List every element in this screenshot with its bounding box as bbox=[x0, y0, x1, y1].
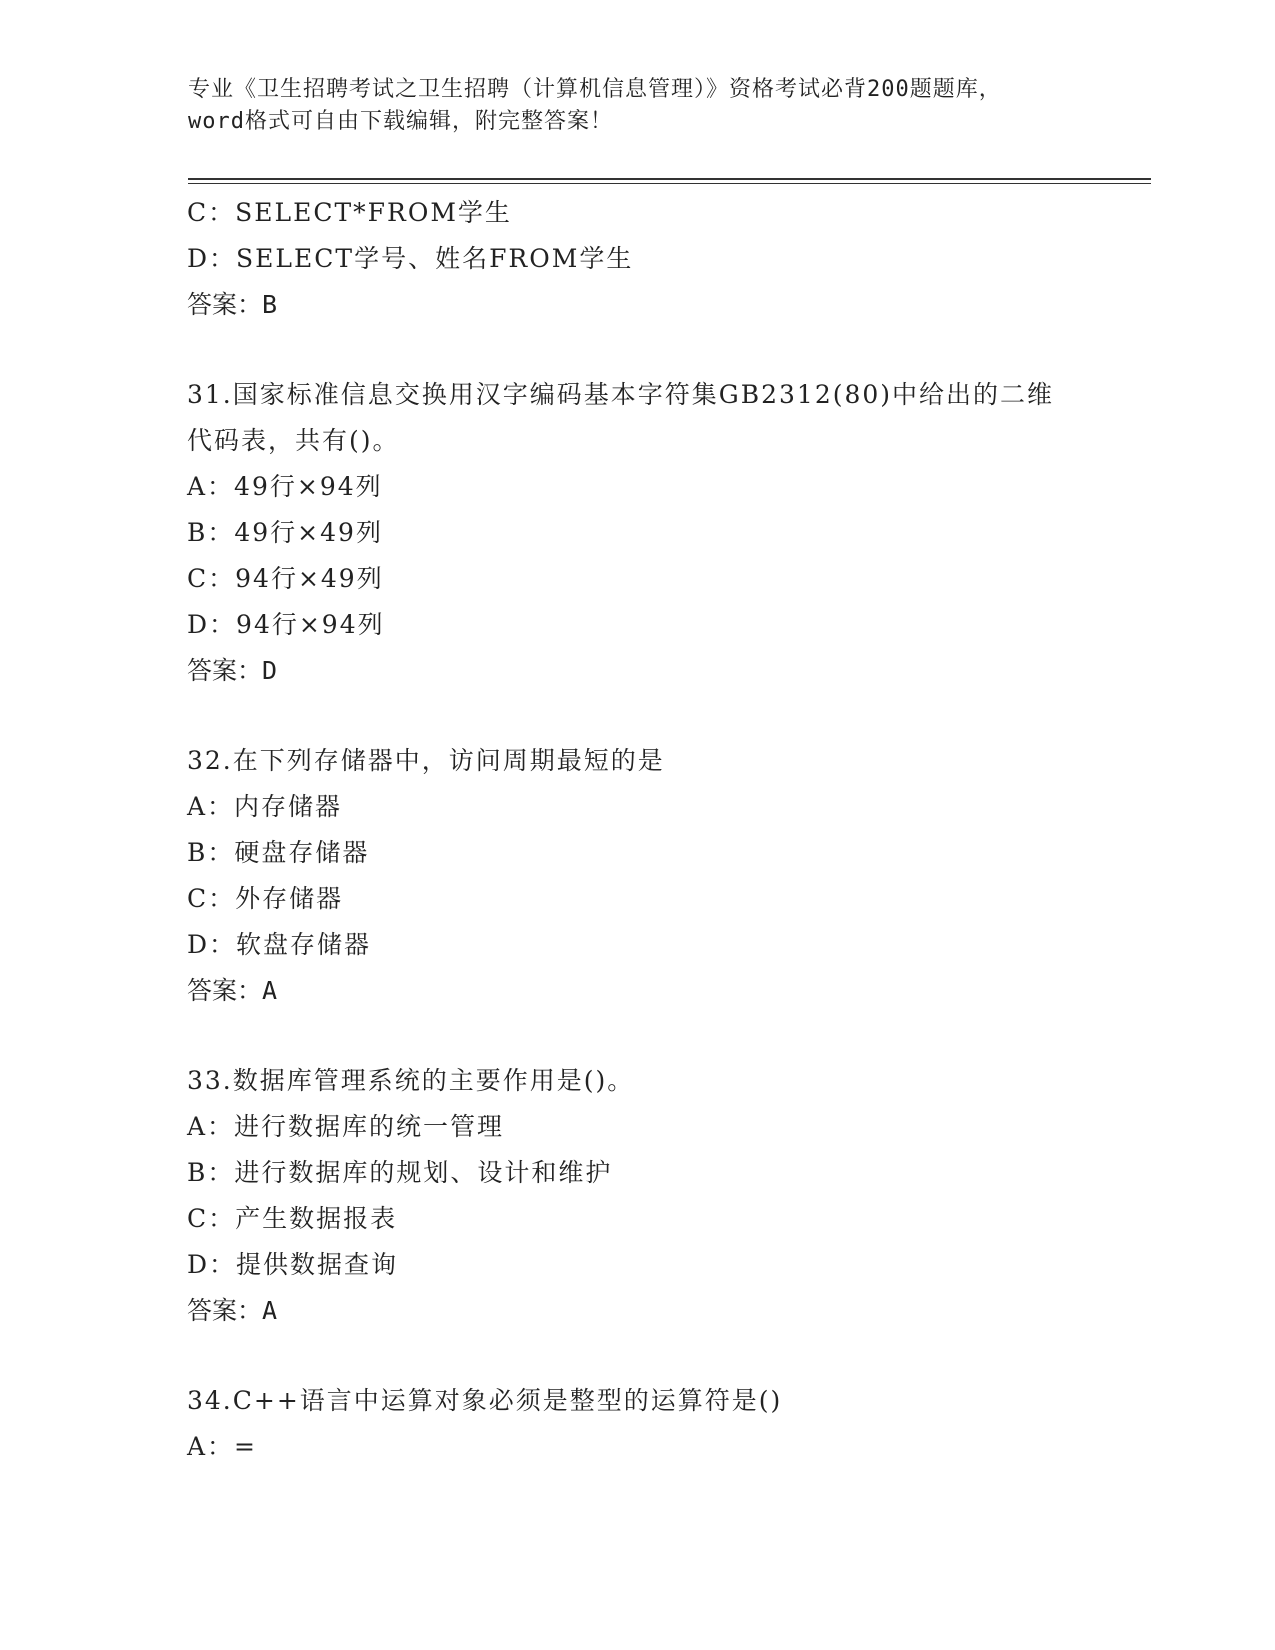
option-d: D：SELECT学号、姓名FROM学生 bbox=[187, 244, 634, 273]
answer-label: 答案：B bbox=[187, 290, 278, 319]
option-d: D：94行×94列 bbox=[187, 610, 385, 639]
question-stem: 34.C++语言中运算对象必须是整型的运算符是() bbox=[187, 1386, 783, 1415]
answer-label: 答案：A bbox=[187, 976, 278, 1005]
question-stem-continued: 代码表，共有()。 bbox=[187, 426, 400, 455]
option-b: B：硬盘存储器 bbox=[187, 838, 370, 867]
question-33 bbox=[187, 1058, 1147, 1334]
header-line-1: 专业《卫生招聘考试之卫生招聘（计算机信息管理）》资格考试必背200题题库， bbox=[188, 77, 1002, 102]
question-31 bbox=[187, 372, 1147, 694]
option-d: D：提供数据查询 bbox=[187, 1250, 399, 1279]
option-a: A：49行×94列 bbox=[187, 472, 383, 501]
question-34 bbox=[187, 1378, 1147, 1470]
header-divider-thin bbox=[188, 183, 1151, 184]
option-a: A：进行数据库的统一管理 bbox=[187, 1112, 505, 1141]
answer-label: 答案：D bbox=[187, 656, 278, 685]
option-a: A：内存储器 bbox=[187, 792, 343, 821]
question-stem: 31.国家标准信息交换用汉字编码基本字符集GB2312(80)中给出的二维 bbox=[187, 380, 1055, 409]
question-stem: 32.在下列存储器中，访问周期最短的是 bbox=[187, 746, 665, 775]
option-b: B：进行数据库的规划、设计和维护 bbox=[187, 1158, 613, 1187]
question-stem: 33.数据库管理系统的主要作用是()。 bbox=[187, 1066, 635, 1095]
header-divider-thick bbox=[188, 178, 1151, 180]
question-30-tail bbox=[187, 190, 1147, 328]
question-list bbox=[187, 190, 1147, 1470]
option-c: C：外存储器 bbox=[187, 884, 344, 913]
document-header bbox=[188, 74, 1088, 138]
header-line-2: word格式可自由下载编辑，附完整答案！ bbox=[188, 109, 613, 134]
option-c: C：94行×49列 bbox=[187, 564, 384, 593]
option-b: B：49行×49列 bbox=[187, 518, 383, 547]
question-32 bbox=[187, 738, 1147, 1014]
option-a: A：= bbox=[187, 1432, 258, 1461]
option-d: D：软盘存储器 bbox=[187, 930, 372, 959]
answer-label: 答案：A bbox=[187, 1296, 278, 1325]
option-c: C：产生数据报表 bbox=[187, 1204, 398, 1233]
option-c: C：SELECT*FROM学生 bbox=[187, 198, 512, 227]
